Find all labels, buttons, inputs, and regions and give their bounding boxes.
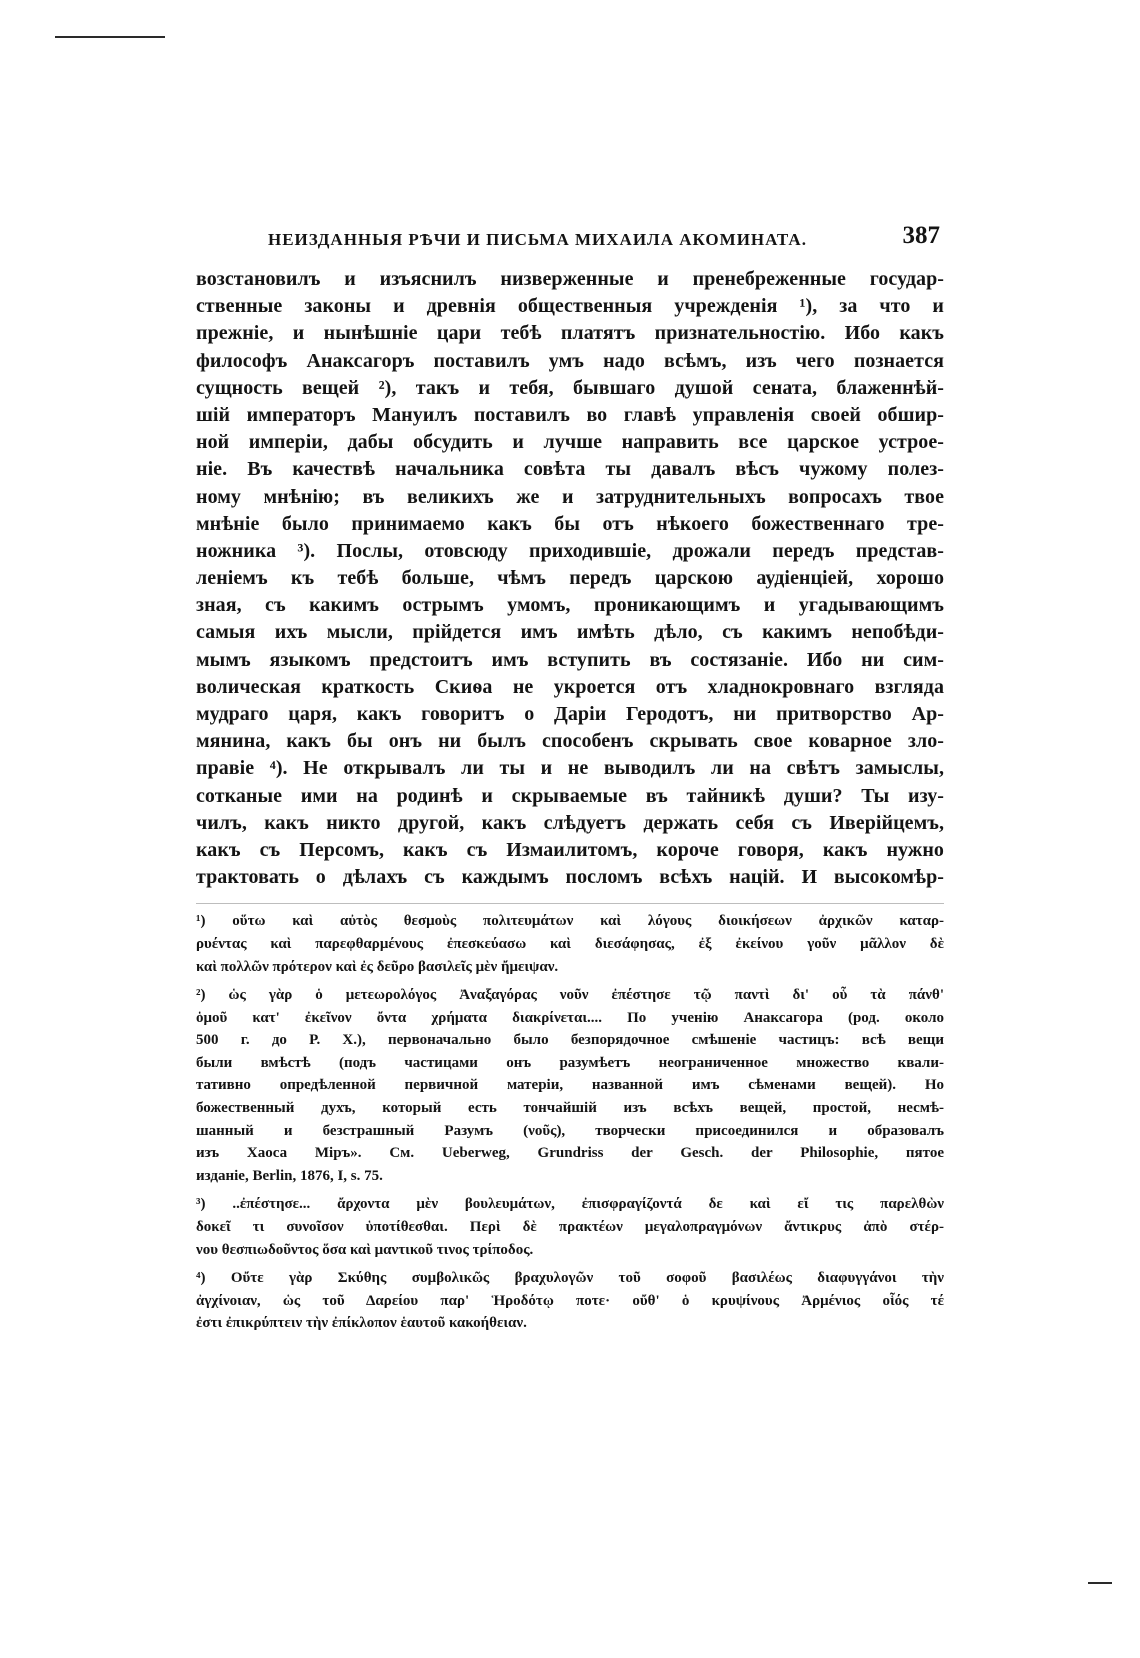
text-line: ному мнѣнію; въ великихъ же и затруднительныхъ вопросахъ твое — [196, 485, 944, 508]
text-line: ственные законы и древнія общественныя учрежденія ¹), за что и — [196, 295, 944, 318]
footnote-line: изъ Хаоса Міръ». См. Ueberweg, Grundriss der Gesch. der Philosophie, пятое — [196, 1145, 944, 1162]
text-line: философъ Анаксагоръ поставилъ умъ надо всѣмъ, изъ чего познается — [196, 349, 944, 372]
footnote-line: тативно опредѣленной первичной матеріи, названной имъ сѣменами вещей). Но — [196, 1077, 944, 1094]
text-line: мымъ языкомъ предстоитъ имъ вступить въ состязаніе. Ибо ни сим- — [196, 648, 944, 671]
text-line: какъ съ Персомъ, какъ съ Измаилитомъ, короче говоря, какъ нужно — [196, 838, 944, 861]
text-line: ножника ³). Послы, отовсюду приходившіе, дрожали передъ представ- — [196, 539, 944, 562]
text-line: шій императоръ Мануилъ поставилъ во главѣ управленія своей обшир- — [196, 403, 944, 426]
scan-edge-mark — [55, 36, 165, 38]
text-line: сущность вещей ²), такъ и тебя, бывшаго душой сената, блаженнѣй- — [196, 376, 944, 399]
footnote-3 — [196, 1193, 944, 1261]
footnote-line: ²) ὡς γὰρ ὁ μετεωρολόγος Ἀναξαγόρας νοῦν ἐπέστησε τῷ παντὶ δι' οὗ τὰ πάνθ' — [196, 987, 944, 1004]
text-line: прежніе, и нынѣшніе цари тебѣ платятъ признательностію. Ибо какъ — [196, 322, 944, 345]
page-number: 387 — [902, 222, 940, 249]
text-line: ніе. Въ качествѣ начальника совѣта ты давалъ вѣсъ чужому полез- — [196, 458, 944, 481]
footnote-line: изданіе, Berlin, 1876, I, s. 75. — [196, 1167, 383, 1184]
footnote-line: ³) ..ἐπέστησε... ἄρχοντα μὲν βουλευμάτων, ἐπισφραγίζοντά δε καὶ εἴ τις παρελθὼν — [196, 1196, 944, 1213]
footnote-2 — [196, 984, 944, 1187]
footnote-line: ἀγχίνοιαν, ὡς τοῦ Δαρείου παρ' Ἡροδότῳ ποτε· οὔθ' ὁ κρυψίνους Ἀρμένιος οἷός τέ — [196, 1292, 944, 1309]
text-line: самыя ихъ мысли, прійдется имъ имѣть дѣло, съ какимъ непобѣди- — [196, 621, 944, 644]
footnote-line: νου θεσπιωδοῦντος ὅσα καὶ μαντικοῦ τινος τρίποδος. — [196, 1241, 534, 1258]
footnote-1 — [196, 910, 944, 978]
text-line: волическая краткость Скиѳа не укроется отъ хладнокровнаго взгляда — [196, 675, 944, 698]
footnote-line: божественный духъ, который есть тончайшій изъ всѣхъ вещей, простой, несмѣ- — [196, 1100, 944, 1117]
body-text — [196, 266, 944, 891]
running-title: НЕИЗДАННЫЯ РѢЧИ И ПИСЬМА МИХАИЛА АКОМИНАТА. — [268, 230, 807, 249]
footnote-line: ρυέντας καὶ παρεφθαρμένους ἐπεσκεύασω καὶ διεσάφησας, ἐξ ἐκείνου γοῦν μᾶλλον δὲ — [196, 935, 944, 952]
text-line: зная, съ какимъ острымъ умомъ, проникающимъ и угадывающимъ — [196, 594, 944, 617]
footnote-4 — [196, 1267, 944, 1335]
footnotes — [196, 910, 944, 1335]
footnote-line: ¹) οὕτω καὶ αὐτὸς θεσμοὺς πολιτευμάτων καὶ λόγους διοικήσεων ἀρχικῶν καταρ- — [196, 913, 944, 930]
footnote-separator — [196, 903, 944, 904]
footnote-line: ἐστι ἐπικρύπτειν τὴν ἐπίκλοπον ἑαυτοῦ κακοήθειαν. — [196, 1315, 527, 1332]
footnote-line: были вмѣстѣ (подъ частицами онъ разумѣетъ неограниченное множество квали- — [196, 1054, 944, 1071]
text-line: мнѣніе было принимаемо какъ бы отъ нѣкоего божественнаго тре- — [196, 512, 944, 535]
running-head — [196, 222, 944, 262]
footnote-line: δοκεῖ τι συνοῖσον ὑποτίθεσθαι. Περὶ δὲ πρακτέων μεγαλοπραγμόνων ἄντικρυς ἀπὸ στέρ- — [196, 1219, 944, 1236]
text-line: леніемъ къ тебѣ больше, чѣмъ передъ царскою аудіенціей, хорошо — [196, 567, 944, 590]
text-line: трактовать о дѣлахъ съ каждымъ посломъ всѣхъ націй. И высокомѣр- — [196, 866, 944, 889]
text-line: чилъ, какъ никто другой, какъ слѣдуетъ держать себя съ Иверійцемъ, — [196, 811, 944, 834]
book-page — [196, 222, 944, 1335]
text-line: сотканые ими на родинѣ и скрываемые въ тайникѣ души? Ты изу- — [196, 784, 944, 807]
text-line: мянина, какъ бы онъ ни былъ способенъ скрывать свое коварное зло- — [196, 730, 944, 753]
footnote-line: шанный и безстрашный Разумъ (νοῦς), творчески присоединился и образовалъ — [196, 1122, 944, 1139]
text-line: возстановилъ и изъяснилъ низверженные и пренебреженные государ- — [196, 268, 944, 290]
footnote-line: ⁴) Οὔτε γὰρ Σκύθης συμβολικῶς βραχυλογῶν τοῦ σοφοῦ βασιλέως διαφυγγάνοι τὴν — [196, 1270, 944, 1287]
text-line: мудраго царя, какъ говоритъ о Даріи Геродотъ, ни притворство Ар- — [196, 703, 944, 725]
footnote-line: ὁμοῦ κατ' ἐκεῖνον ὄντα χρήματα διακρίνεται.... По ученію Анаксагора (род. около — [196, 1009, 944, 1026]
footnote-line: καὶ πολλῶν πρότερον καὶ ἐς δεῦρο βασιλεῖς μὲν ἤμειψαν. — [196, 958, 559, 975]
text-line: правіе ⁴). Не открывалъ ли ты и не выводилъ ли на свѣтъ замыслы, — [196, 757, 944, 780]
text-line: ной имперіи, дабы обсудить и лучше направить все царское устрое- — [196, 431, 944, 454]
footnote-line: 500 г. до Р. Х.), первоначально было безпорядочное смѣшеніе частицъ: всѣ вещи — [196, 1032, 944, 1049]
scan-edge-mark — [1088, 1582, 1112, 1584]
